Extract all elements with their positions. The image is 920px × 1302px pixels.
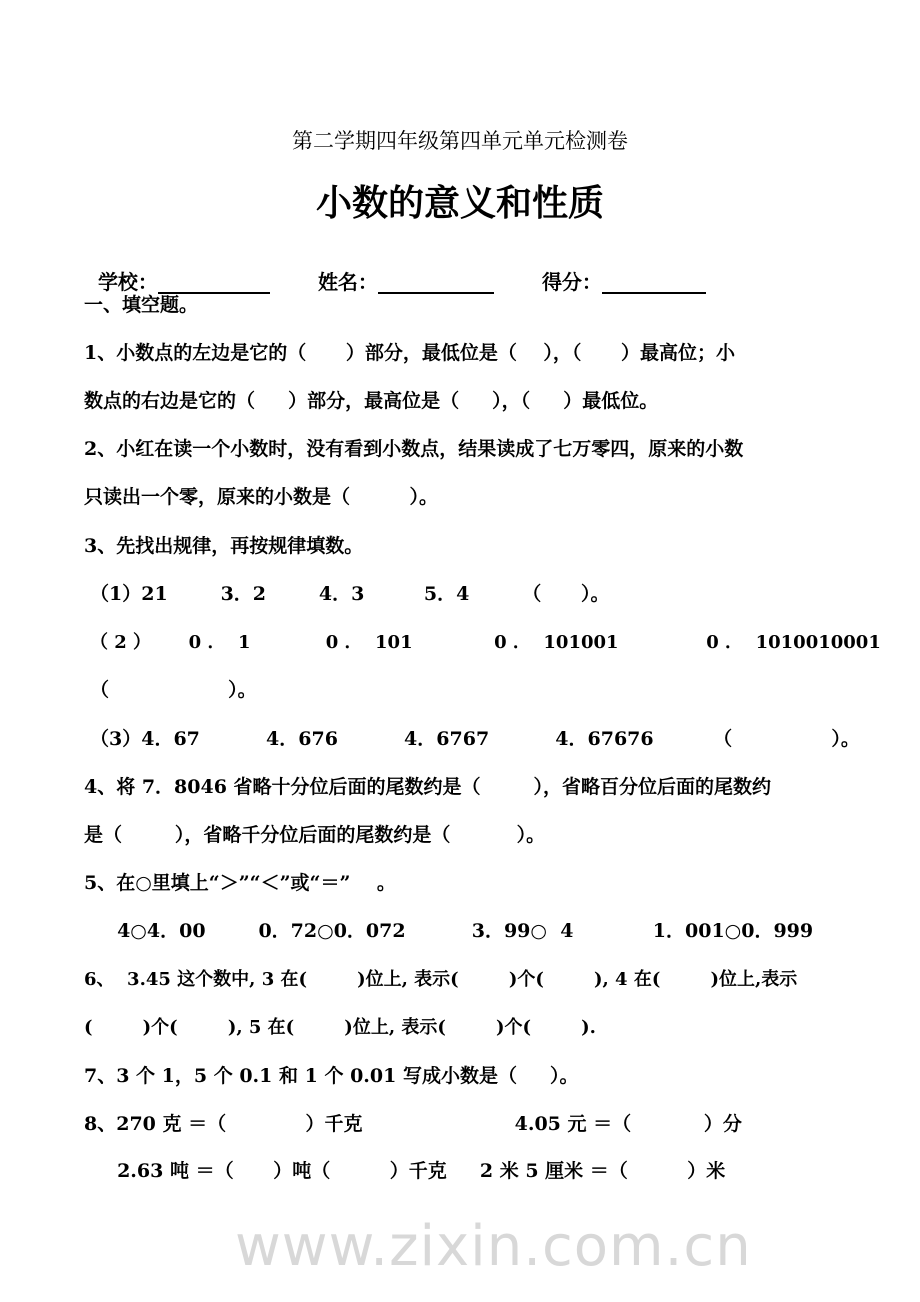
question-line: （3）4．67 4．676 4．6767 4．67676 （ ）。: [90, 728, 860, 750]
question-line: 4、将 7．8046 省略十分位后面的尾数约是（ ），省略百分位后面的尾数约: [84, 776, 771, 798]
name-field[interactable]: [378, 272, 494, 294]
question-line: 3、先找出规律，再按规律填数。: [84, 535, 364, 557]
question-line: （1）21 3．2 4．3 5．4 （ ）。: [90, 583, 610, 605]
question-line: 5、在○里填上“＞”“＜”或“＝” 。: [84, 872, 396, 894]
watermark: www.zixin.com.cn: [235, 1214, 752, 1279]
school-label: 学校：: [97, 270, 158, 294]
section-heading: 一、填空题。: [84, 294, 199, 316]
school-field[interactable]: [158, 272, 270, 294]
question-line: （ 2 ） 0 ． 1 0 ． 101 0 ． 101001 0 ． 1010010001: [90, 632, 881, 653]
question-line: 8、270 克 ＝（ ）千克 4.05 元 ＝（ ）分: [84, 1113, 742, 1135]
score-field[interactable]: [602, 272, 706, 294]
info-row: [84, 246, 706, 294]
exam-subtitle: 第二学期四年级第四单元单元检测卷: [292, 129, 628, 153]
exam-title: 小数的意义和性质: [315, 182, 604, 224]
question-line: 只读出一个零，原来的小数是（ ）。: [84, 486, 439, 508]
question-line: 2、小红在读一个小数时，没有看到小数点，结果读成了七万零四，原来的小数: [84, 438, 744, 460]
question-line: 是（ ），省略千分位后面的尾数约是（ ）。: [84, 824, 546, 846]
question-line: 4○4．00 0．72○0．072 3．99○ 4 1．001○0．999: [84, 920, 814, 942]
score-label: 得分：: [541, 270, 602, 294]
question-line: 2.63 吨 ＝（ ）吨（ ）千克 2 米 5 厘米 ＝（ ）米: [84, 1160, 726, 1182]
question-line: 6、 3.45 这个数中, 3 在( )位上, 表示( )个( ), 4 在( )位上,表示: [84, 969, 798, 990]
question-line: （ ）。: [90, 679, 257, 701]
question-line: 数点的右边是它的（ ）部分，最高位是（ ），（ ）最低位。: [84, 390, 659, 412]
question-line: ( )个( ), 5 在( )位上, 表示( )个( ).: [84, 1017, 596, 1038]
question-line: 7、3 个 1，5 个 0.1 和 1 个 0.01 写成小数是（ ）。: [84, 1065, 579, 1087]
name-label: 姓名：: [317, 270, 378, 294]
question-line: 1、小数点的左边是它的（ ）部分，最低位是（ ），（ ）最高位；小: [84, 342, 736, 364]
